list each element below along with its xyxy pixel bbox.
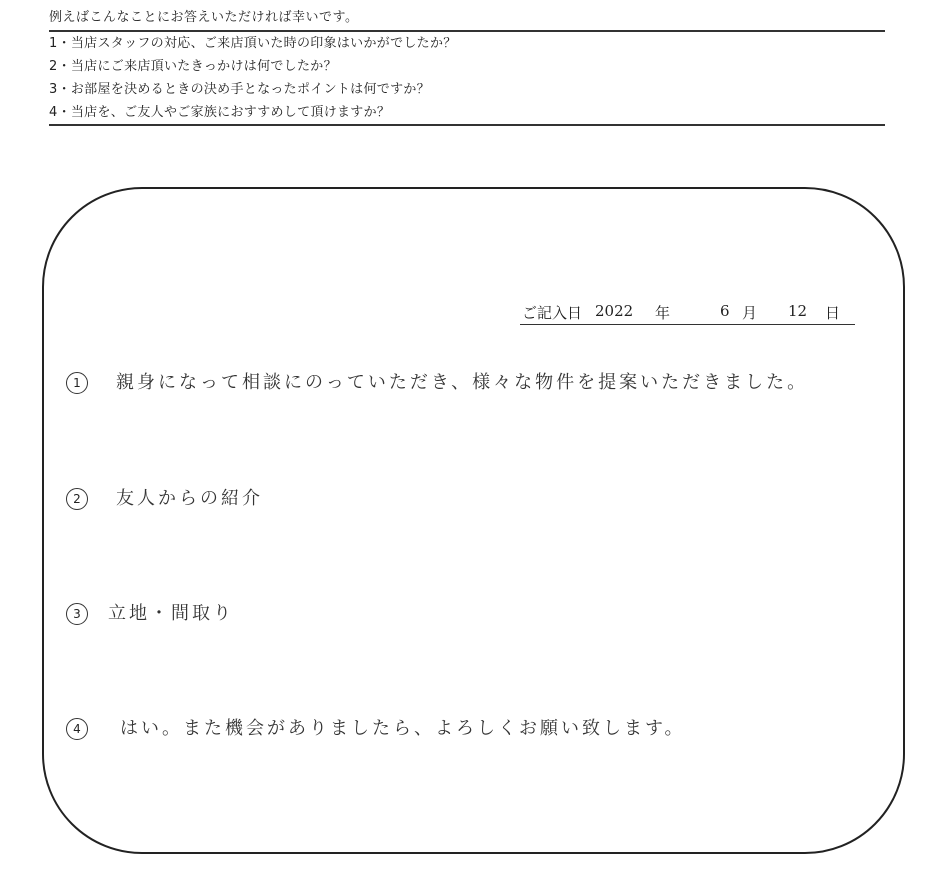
answer-2 — [66, 488, 286, 516]
date-year: 2022 — [595, 302, 634, 320]
questionnaire-header — [49, 8, 885, 126]
date-label: ご記入日 — [522, 304, 583, 322]
answer-number: 3 — [66, 603, 88, 625]
answer-text: はい。また機会がありましたら、よろしくお願い致します。 — [120, 718, 686, 739]
question-item: 1・当店スタッフの対応、ご来店頂いた時の印象はいかがでしたか？ — [49, 36, 457, 51]
answer-text: 友人からの紹介 — [116, 488, 263, 509]
answer-1 — [66, 372, 809, 400]
question-item: 2・当店にご来店頂いたきっかけは何でしたか？ — [49, 59, 337, 74]
header-title: 例えばこんなことにお答えいただければ幸いです。 — [49, 8, 885, 32]
answer-3 — [66, 603, 266, 631]
answer-4 — [66, 718, 686, 746]
date-month: 6 — [720, 302, 730, 320]
date-row — [520, 300, 855, 325]
question-list — [49, 32, 885, 126]
answer-number: 2 — [66, 488, 88, 510]
answer-number: 1 — [66, 372, 88, 394]
date-year-unit: 年 — [655, 304, 671, 322]
answer-card — [42, 187, 905, 854]
date-day-unit: 日 — [825, 304, 841, 322]
answer-text: 立地・間取り — [108, 603, 234, 624]
question-item: 4・当店を、ご友人やご家族におすすめして頂けますか？ — [49, 105, 391, 120]
date-day: 12 — [788, 302, 808, 320]
answer-number: 4 — [66, 718, 88, 740]
date-month-unit: 月 — [742, 304, 758, 322]
answer-text: 親身になって相談にのっていただき、様々な物件を提案いただきました。 — [116, 372, 809, 393]
question-item: 3・お部屋を決めるときの決め手となったポイントは何ですか？ — [49, 82, 430, 97]
